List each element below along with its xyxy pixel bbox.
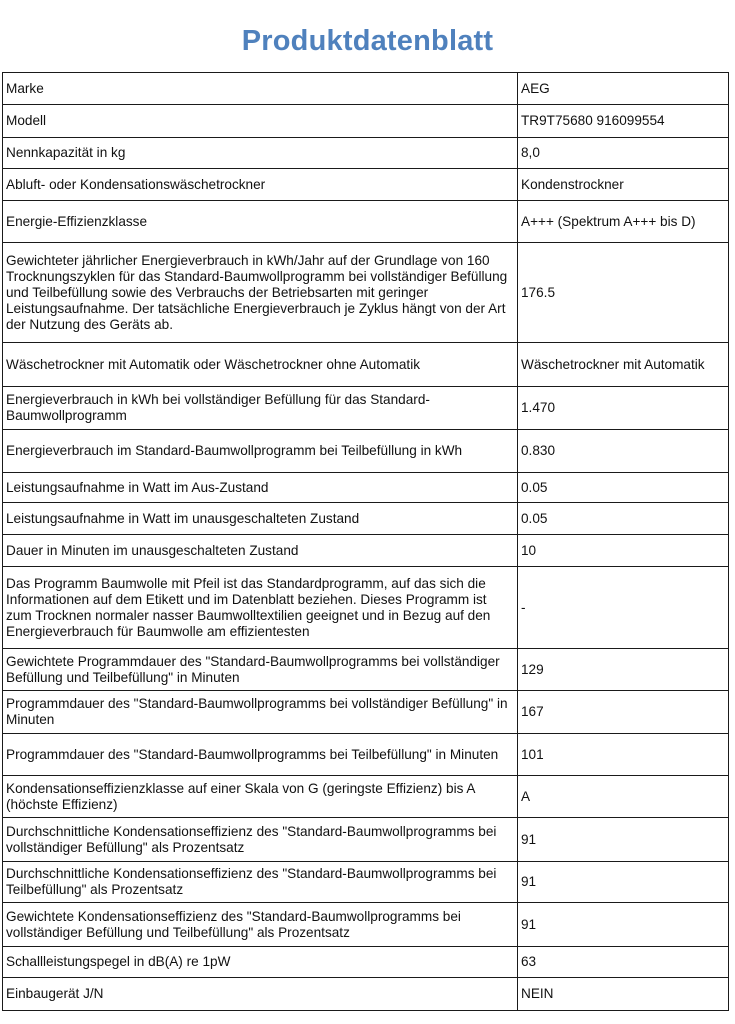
- row-value: 63: [518, 947, 729, 978]
- table-row: [3, 567, 729, 649]
- table-row: [3, 169, 729, 201]
- row-value: 8,0: [518, 138, 729, 169]
- row-value: NEIN: [518, 978, 729, 1011]
- table-row: [3, 947, 729, 978]
- table-row: [3, 473, 729, 503]
- row-label: Das Programm Baumwolle mit Pfeil ist das Standardprogramm, auf das sich die Informationen auf dem Etikett und im Datenblatt beziehen. Dieses Programm ist zum Trocknen normaler nasser Baumwolltextilien geeignet und in Bezug auf den Energieverbrauch für Baumwolle am effizientesten: [3, 567, 518, 649]
- row-value: TR9T75680 916099554: [518, 105, 729, 138]
- table-row: [3, 903, 729, 947]
- row-value: 129: [518, 649, 729, 691]
- table-row: [3, 387, 729, 430]
- table-row: [3, 430, 729, 473]
- table-row: [3, 201, 729, 243]
- row-label: Einbaugerät J/N: [3, 978, 518, 1011]
- row-value: 0.05: [518, 503, 729, 535]
- row-label: Kondensationseffizienzklasse auf einer Skala von G (geringste Effizienz) bis A (höchste Effizienz): [3, 776, 518, 818]
- table-row: [3, 503, 729, 535]
- table-row: [3, 343, 729, 387]
- row-value: Kondenstrockner: [518, 169, 729, 201]
- table-row: [3, 818, 729, 862]
- row-label: Durchschnittliche Kondensationseffizienz des "Standard-Baumwollprogramms bei vollständiger Befüllung" als Prozentsatz: [3, 818, 518, 862]
- row-value: 91: [518, 818, 729, 862]
- table-row: [3, 138, 729, 169]
- row-label: Gewichteter jährlicher Energieverbrauch in kWh/Jahr auf der Grundlage von 160 Trocknungszyklen für das Standard-Baumwollprogramm bei vollständiger Befüllung und Teilbefüllung sowie des Verbrauchs der Betriebsarten mit geringer Leistungsaufnahme. Der tatsächliche Energieverbrauch je Zyklus hängt von der Art der Nutzung des Geräts ab.: [3, 243, 518, 343]
- table-row: [3, 73, 729, 105]
- table-row: [3, 776, 729, 818]
- row-value: 101: [518, 734, 729, 776]
- row-label: Nennkapazität in kg: [3, 138, 518, 169]
- row-value: 91: [518, 862, 729, 903]
- table-row: [3, 105, 729, 138]
- row-value: 91: [518, 903, 729, 947]
- row-label: Gewichtete Programmdauer des "Standard-Baumwollprogramms bei vollständiger Befüllung und Teilbefüllung" in Minuten: [3, 649, 518, 691]
- row-value: Wäschetrockner mit Automatik: [518, 343, 729, 387]
- row-value: A: [518, 776, 729, 818]
- table-row: [3, 734, 729, 776]
- row-label: Leistungsaufnahme in Watt im Aus-Zustand: [3, 473, 518, 503]
- product-datasheet-table: [2, 72, 729, 1011]
- row-label: Dauer in Minuten im unausgeschalteten Zustand: [3, 535, 518, 567]
- row-label: Durchschnittliche Kondensationseffizienz des "Standard-Baumwollprogramms bei Teilbefüllung" als Prozentsatz: [3, 862, 518, 903]
- table-row: [3, 649, 729, 691]
- row-label: Energieverbrauch im Standard-Baumwollprogramm bei Teilbefüllung in kWh: [3, 430, 518, 473]
- row-label: Leistungsaufnahme in Watt im unausgeschalteten Zustand: [3, 503, 518, 535]
- row-label: Programmdauer des "Standard-Baumwollprogramms bei vollständiger Befüllung" in Minuten: [3, 691, 518, 734]
- table-row: [3, 978, 729, 1011]
- row-value: 1.470: [518, 387, 729, 430]
- row-value: AEG: [518, 73, 729, 105]
- row-value: A+++ (Spektrum A+++ bis D): [518, 201, 729, 243]
- row-label: Programmdauer des "Standard-Baumwollprogramms bei Teilbefüllung" in Minuten: [3, 734, 518, 776]
- row-value: 0.830: [518, 430, 729, 473]
- row-label: Modell: [3, 105, 518, 138]
- table-row: [3, 243, 729, 343]
- row-label: Schallleistungspegel in dB(A) re 1pW: [3, 947, 518, 978]
- row-label: Energieverbrauch in kWh bei vollständiger Befüllung für das Standard-Baumwollprogramm: [3, 387, 518, 430]
- row-value: 0.05: [518, 473, 729, 503]
- row-value: 10: [518, 535, 729, 567]
- table-row: [3, 535, 729, 567]
- table-row: [3, 691, 729, 734]
- table-row: [3, 862, 729, 903]
- row-label: Gewichtete Kondensationseffizienz des "Standard-Baumwollprogramms bei vollständiger Befüllung und Teilbefüllung" als Prozentsatz: [3, 903, 518, 947]
- row-value: 176.5: [518, 243, 729, 343]
- row-label: Marke: [3, 73, 518, 105]
- page-title: Produktdatenblatt: [241, 25, 494, 58]
- row-label: Energie-Effizienzklasse: [3, 201, 518, 243]
- row-value: -: [518, 567, 729, 649]
- row-value: 167: [518, 691, 729, 734]
- row-label: Wäschetrockner mit Automatik oder Wäschetrockner ohne Automatik: [3, 343, 518, 387]
- row-label: Abluft- oder Kondensationswäschetrockner: [3, 169, 518, 201]
